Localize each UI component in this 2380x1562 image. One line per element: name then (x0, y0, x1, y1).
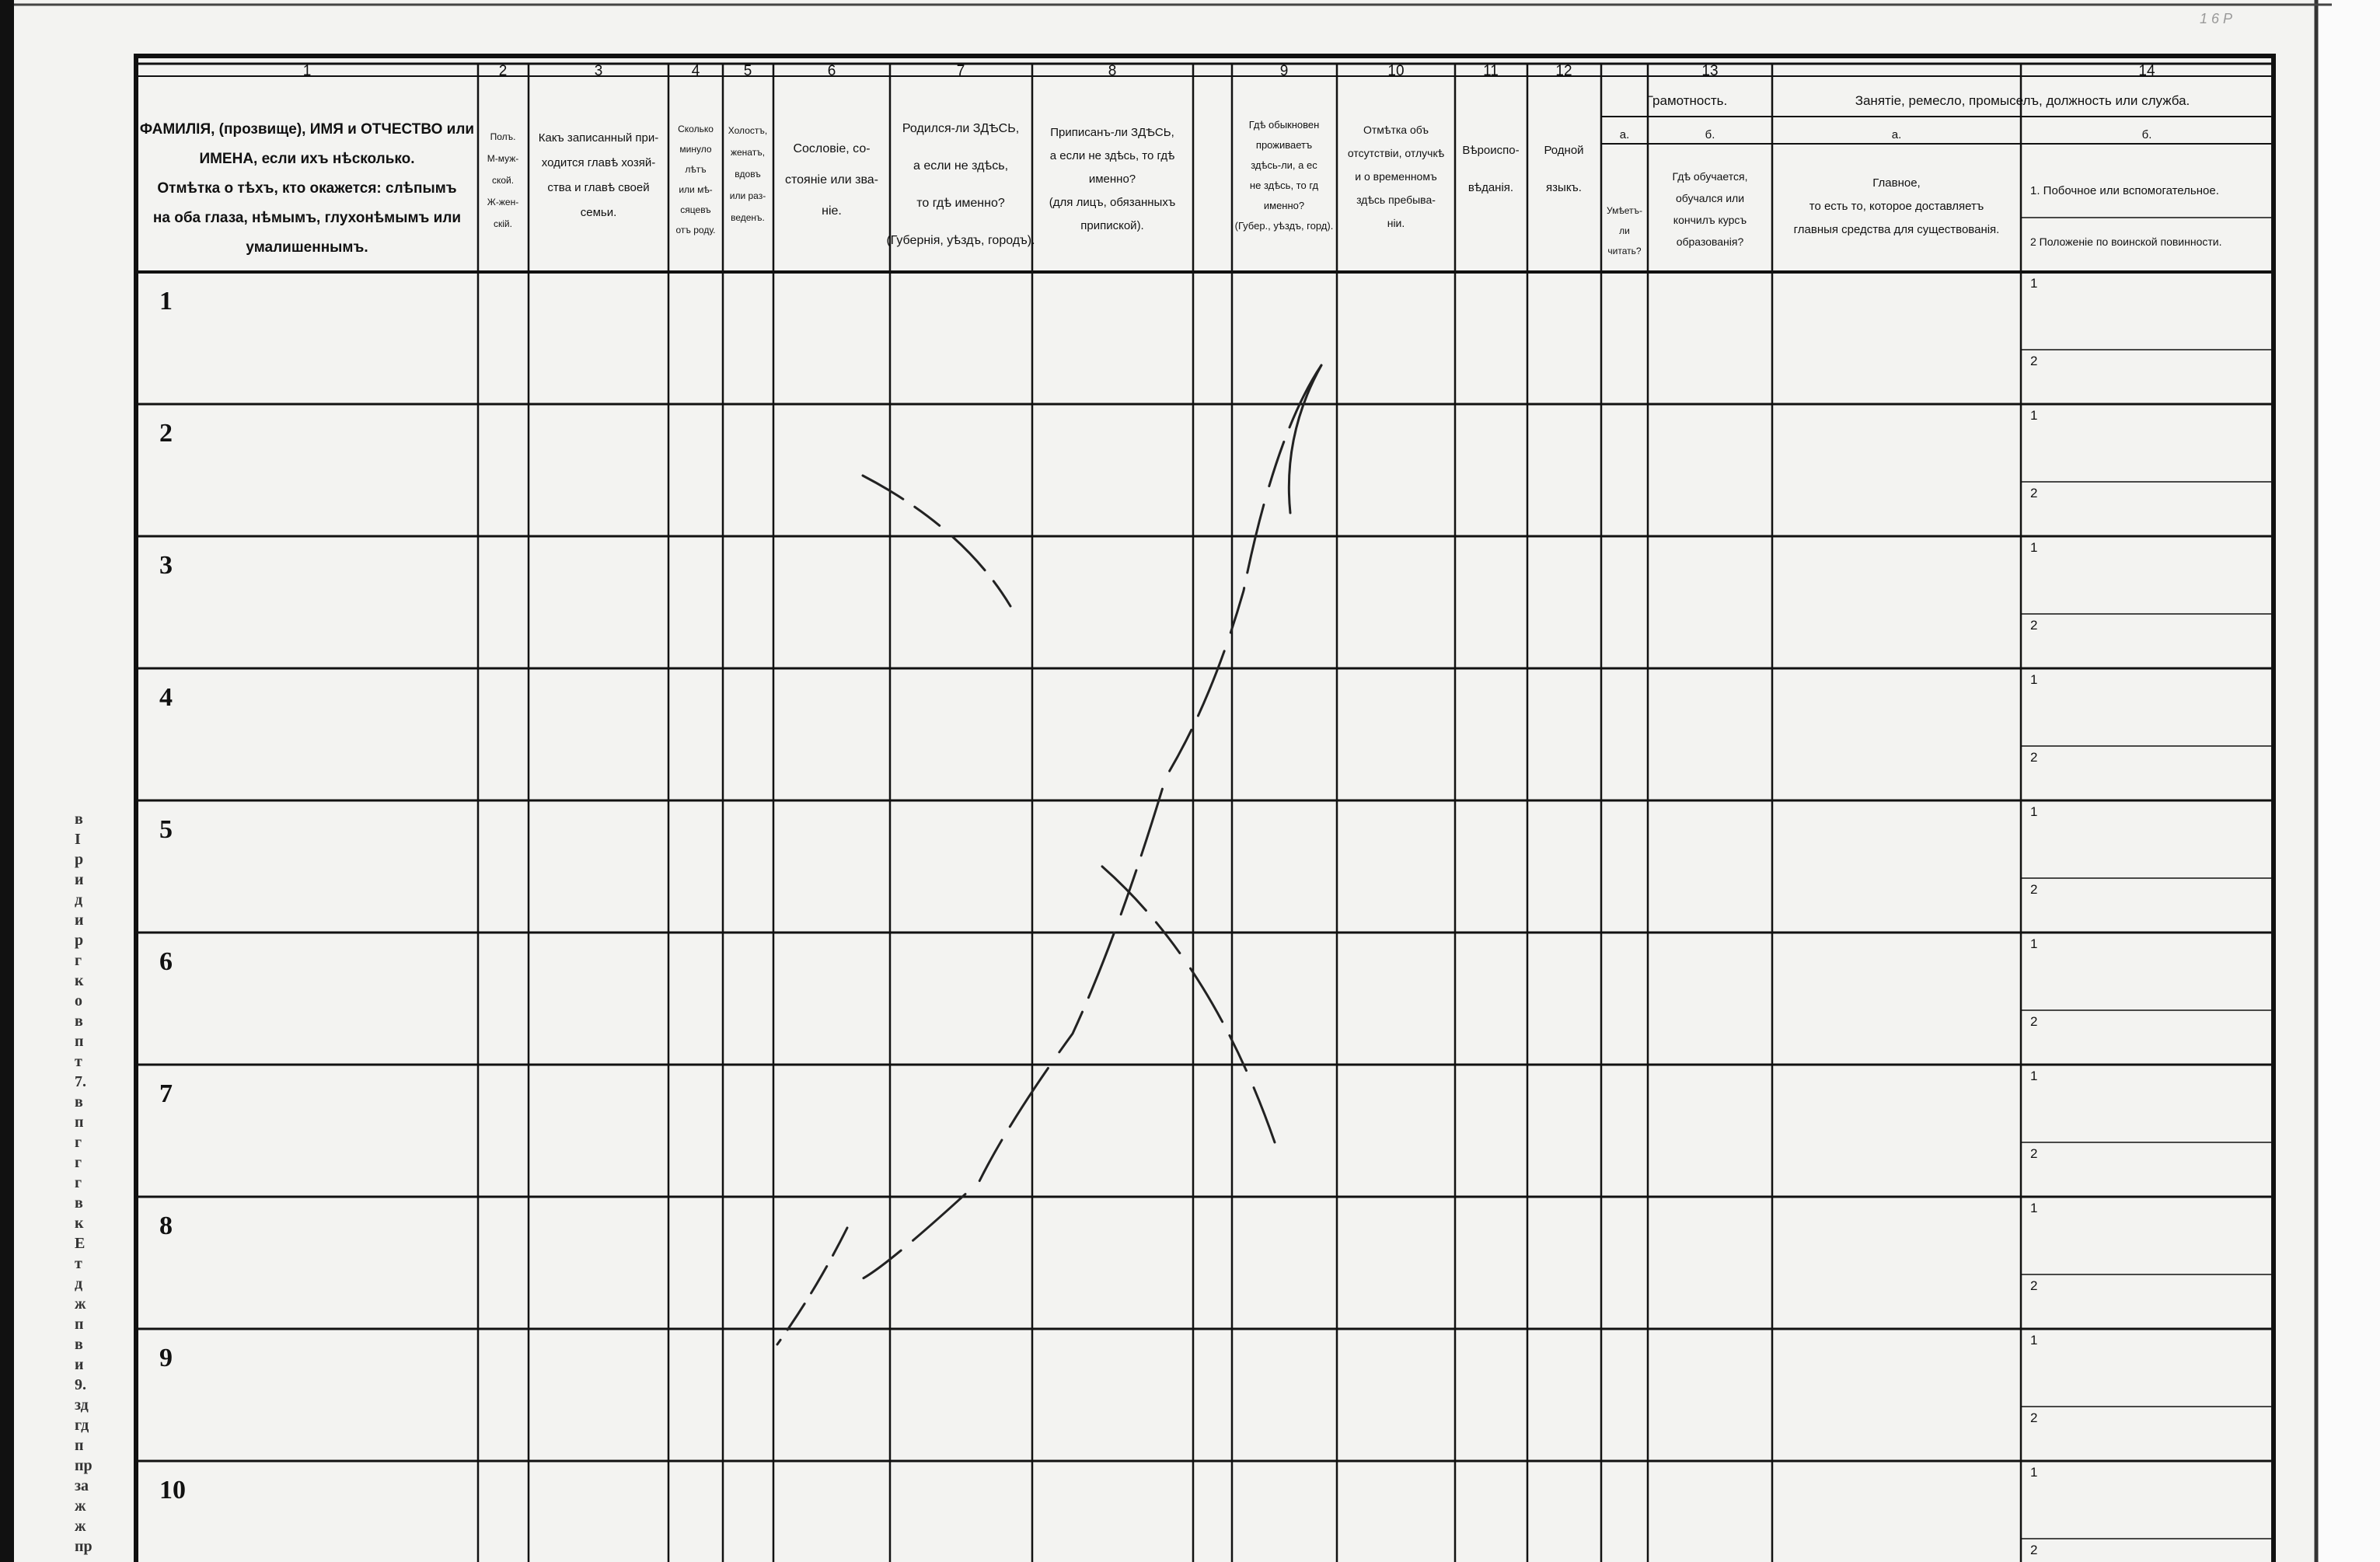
margin-fragment: в (75, 811, 83, 828)
header-col6-estate: стояніе или зва- (785, 173, 878, 187)
header-col2-sex: Полъ. (490, 131, 516, 142)
header-col1-surname-name: Отмѣтка о тѣхъ, кто окажется: слѣпымъ (157, 180, 457, 197)
column-number: 2 (498, 63, 508, 79)
header-col13b-education: обучался или (1675, 192, 1745, 204)
header-col14b-military-status: 2 Положеніе по воинской повинности. (2030, 235, 2222, 248)
header-col7-birthplace: то гдѣ именно? (916, 197, 1005, 210)
margin-fragment: І (75, 831, 81, 848)
margin-fragment: р (75, 932, 84, 949)
header-col10-absence-note: Отмѣтка объ (1363, 124, 1429, 136)
header-col7-birthplace: Родился-ли ЗДѢСЬ, (902, 122, 1020, 135)
header-col8-registration: Приписанъ-ли ЗДѢСЬ, (1050, 126, 1174, 139)
header-col9-residence: (Губер., уѣздъ, горд). (1234, 220, 1334, 232)
header-col13a-can-read: Умѣетъ- (1607, 205, 1642, 216)
row-number: 2 (159, 419, 173, 448)
left-binding-edge (0, 0, 14, 1562)
subrow-label: 2 (2030, 618, 2038, 633)
margin-fragment: т (75, 1255, 82, 1272)
column-number: 1 (302, 63, 312, 79)
header-col14a-main-occupation: главныя средства для существованія. (1793, 223, 2000, 236)
header-col8-registration: (для лицъ, обязанныхъ (1049, 196, 1176, 209)
row-number: 3 (159, 551, 173, 580)
header-col7-birthplace: (Губернія, уѣздъ, городъ). (886, 234, 1035, 247)
subrow-label: 1 (2030, 276, 2038, 291)
header-col3-relation-to-head: Какъ записанный при- (538, 131, 659, 145)
subrow-label: 2 (2030, 1146, 2038, 1161)
header-col5-marital-status: женатъ, (730, 147, 766, 158)
header-col14a-main-occupation: Главное, (1872, 176, 1921, 190)
column-number: 9 (1279, 63, 1289, 79)
row-number: 4 (159, 683, 173, 712)
top-right-mark: 1 6 P (2200, 11, 2233, 26)
row-number: 9 (159, 1344, 173, 1372)
header-col11-religion: Вѣроиспо- (1462, 144, 1520, 157)
header-col10-absence-note: ніи. (1387, 217, 1405, 229)
margin-fragment: п (75, 1114, 84, 1131)
header-col5-marital-status: Холостъ, (728, 125, 768, 136)
column-number: 4 (691, 63, 700, 79)
header-col1-surname-name: умалишеннымъ. (246, 239, 368, 256)
header-col14a-label: а. (1891, 128, 1902, 141)
header-col12-native-language: языкъ. (1546, 181, 1582, 194)
subrow-label: 2 (2030, 1543, 2038, 1557)
header-col1-surname-name: ФАМИЛІЯ, (прозвище), ИМЯ и ОТЧЕСТВО или (139, 121, 475, 138)
header-col2-sex: Ж-жен- (487, 197, 519, 207)
margin-fragment: гд (75, 1417, 89, 1434)
header-col13a-label: а. (1619, 128, 1630, 141)
header-col13b-education: кончилъ курсъ (1673, 214, 1747, 226)
margin-fragment: 7. (75, 1073, 86, 1090)
header-col1-surname-name: ИМЕНА, если ихъ нѣсколько. (199, 151, 415, 167)
header-col13b-education: Гдѣ обучается, (1672, 170, 1748, 183)
margin-fragment: ж (75, 1518, 86, 1535)
header-col6-estate: Сословіе, со- (793, 142, 871, 155)
header-col4-age: Сколько (678, 124, 714, 134)
header-col10-absence-note: и о временномъ (1355, 170, 1437, 183)
header-col7-birthplace: а если не здѣсь, (913, 159, 1009, 173)
column-number: 3 (594, 63, 603, 79)
subrow-label: 1 (2030, 804, 2038, 819)
header-col2-sex: скій. (494, 218, 512, 229)
subrow-label: 2 (2030, 354, 2038, 368)
margin-fragment: зд (75, 1396, 89, 1414)
margin-fragment: ж (75, 1295, 86, 1313)
header-col2-sex: ской. (491, 175, 515, 186)
subrow-label: 2 (2030, 750, 2038, 765)
column-number: 5 (743, 63, 752, 79)
subrow-label: 1 (2030, 1465, 2038, 1480)
header-col4-age: минуло (679, 144, 712, 155)
header-col9-residence: именно? (1263, 200, 1305, 211)
header-col10-absence-note: здѣсь пребыва- (1356, 194, 1436, 206)
header-col13a-can-read: ли (1619, 225, 1630, 236)
margin-fragment: д (75, 891, 83, 908)
margin-fragment: Е (75, 1235, 85, 1252)
header-col4-age: лѣтъ (685, 164, 707, 175)
header-col2-sex: М-муж- (487, 153, 519, 164)
header-col13b-education: образованія? (1676, 235, 1744, 248)
margin-fragment: д (75, 1275, 83, 1292)
margin-fragment: в (75, 1093, 83, 1110)
column-number: 14 (2138, 63, 2155, 79)
margin-fragment: 9. (75, 1376, 86, 1393)
subrow-label: 1 (2030, 1201, 2038, 1215)
header-col5-marital-status: вдовъ (735, 169, 761, 180)
margin-fragment: в (75, 1336, 83, 1353)
margin-fragment: к (75, 972, 84, 989)
header-col9-residence: здѣсь-ли, а ес (1251, 159, 1317, 171)
subrow-label: 1 (2030, 936, 2038, 951)
subrow-label: 2 (2030, 882, 2038, 897)
margin-fragment: пр (75, 1538, 92, 1555)
margin-fragment: за (75, 1477, 89, 1494)
margin-fragment: р (75, 851, 84, 868)
margin-fragment: п (75, 1437, 84, 1454)
margin-fragment: п (75, 1033, 84, 1050)
header-col13b-label: б. (1705, 128, 1715, 141)
header-col9-residence: Гдѣ обыкновен (1248, 119, 1320, 131)
subrow-label: 1 (2030, 408, 2038, 423)
margin-fragment: ж (75, 1497, 86, 1515)
header-col9-residence: не здѣсь, то гд (1249, 180, 1319, 191)
margin-fragment: г (75, 1154, 82, 1171)
margin-fragment: к (75, 1215, 84, 1232)
row-number: 1 (159, 287, 173, 316)
header-col14b-label: б. (2141, 128, 2152, 141)
column-number: 11 (1483, 63, 1499, 79)
header-col12-native-language: Родной (1544, 144, 1584, 157)
subrow-label: 2 (2030, 486, 2038, 500)
row-number: 5 (159, 815, 173, 844)
column-number: 13 (1701, 63, 1719, 79)
margin-fragment: о (75, 992, 82, 1009)
subrow-label: 1 (2030, 1069, 2038, 1083)
margin-fragment: в (75, 1013, 83, 1030)
header-col14a-main-occupation: то есть то, которое доставляетъ (1809, 200, 1984, 213)
margin-fragment: пр (75, 1457, 92, 1474)
header-col4-age: сяцевъ (680, 204, 711, 215)
header-col8-registration: припиской). (1080, 219, 1144, 232)
header-col4-age: отъ роду. (675, 225, 716, 235)
margin-fragment: г (75, 1174, 82, 1191)
header-col3-relation-to-head: семьи. (580, 206, 617, 219)
margin-fragment: и (75, 1356, 84, 1373)
margin-fragment: г (75, 952, 82, 969)
header-col6-estate: ніе. (822, 204, 842, 218)
row-number: 7 (159, 1079, 173, 1108)
header-col5-marital-status: веденъ. (731, 212, 765, 223)
header-col1-surname-name: на оба глаза, нѣмымъ, глухонѣмымъ или (152, 210, 462, 226)
column-number: 8 (1108, 63, 1117, 79)
header-col9-residence: проживаетъ (1255, 139, 1313, 151)
right-page-edge (2318, 0, 2380, 1562)
header-col11-religion: вѣданія. (1467, 181, 1514, 194)
subrow-label: 1 (2030, 540, 2038, 555)
margin-fragment: и (75, 912, 84, 929)
margin-fragment: п (75, 1316, 84, 1333)
header-col10-absence-note: отсутствіи, отлучкѣ (1347, 147, 1445, 159)
column-number: 10 (1387, 63, 1405, 79)
header-col3-relation-to-head: ходится главѣ хозяй- (541, 156, 656, 169)
row-number: 8 (159, 1212, 173, 1240)
row-number: 6 (159, 947, 173, 976)
header-col14b-secondary-occupation: 1. Побочное или вспомогательное. (2030, 184, 2219, 197)
subrow-label: 2 (2030, 1410, 2038, 1425)
row-number: 10 (159, 1476, 186, 1504)
header-col5-marital-status: или раз- (729, 190, 766, 201)
margin-fragment: г (75, 1134, 82, 1151)
header-col13a-can-read: читать? (1607, 246, 1642, 256)
column-number: 7 (956, 63, 965, 79)
header-col8-registration: именно? (1088, 173, 1136, 186)
margin-fragment: т (75, 1053, 82, 1070)
column-number: 6 (827, 63, 836, 79)
margin-fragment: в (75, 1194, 83, 1212)
column-number: 12 (1555, 63, 1572, 79)
header-col3-relation-to-head: ства и главѣ своей (547, 181, 650, 194)
header-col14-occupation: Занятіе, ремесло, промыселъ, должность или служба. (1855, 93, 2190, 108)
header-col4-age: или мѣ- (679, 184, 713, 195)
subrow-label: 2 (2030, 1014, 2038, 1029)
subrow-label: 2 (2030, 1278, 2038, 1293)
subrow-label: 1 (2030, 672, 2038, 687)
header-col13-literacy: Грамотность. (1645, 93, 1728, 108)
subrow-label: 1 (2030, 1333, 2038, 1348)
header-col8-registration: а если не здѣсь, то гдѣ (1049, 149, 1175, 162)
margin-fragment: и (75, 871, 84, 888)
